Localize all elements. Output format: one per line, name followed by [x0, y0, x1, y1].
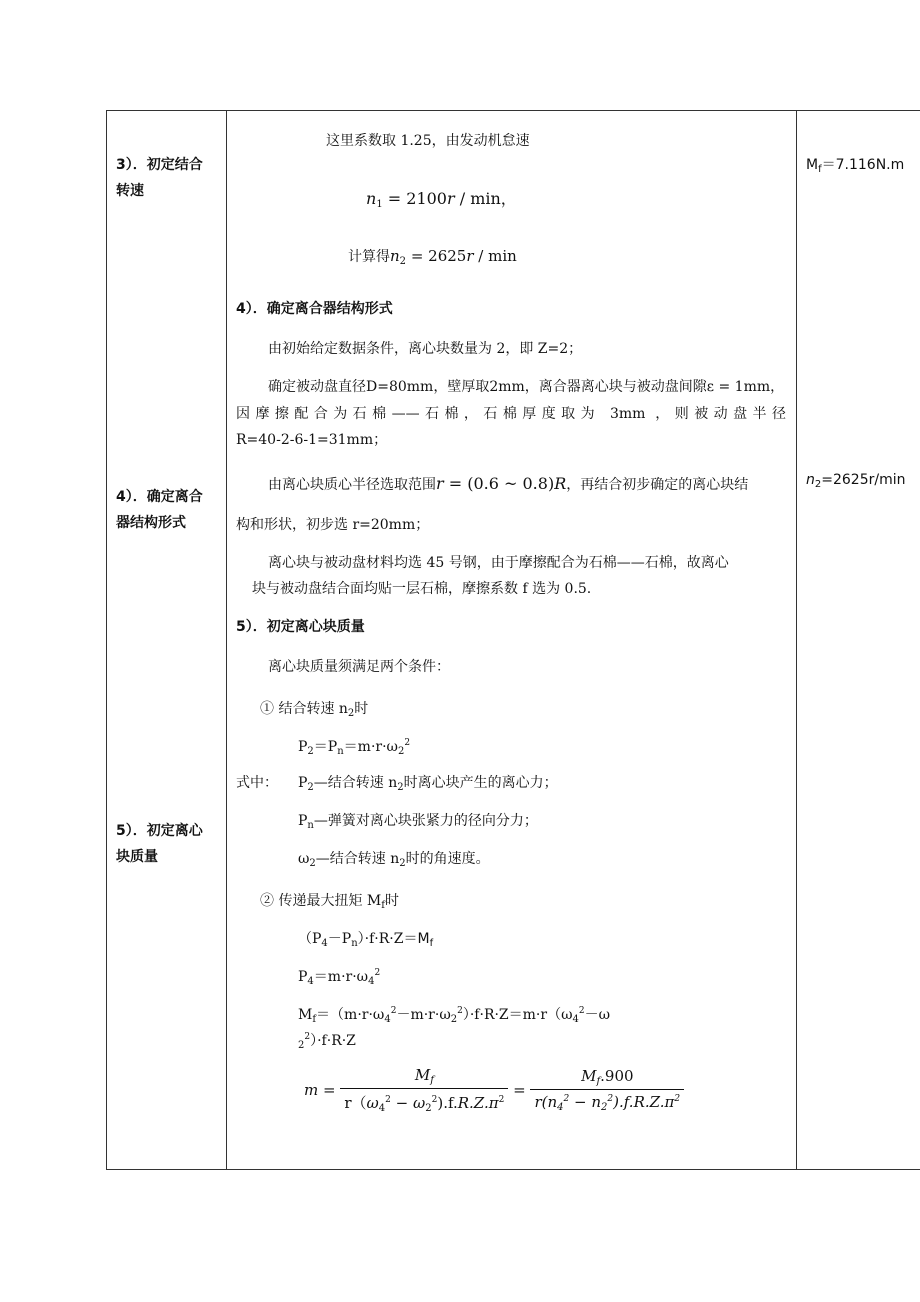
para-centroid-radius-2: 构和形状，初步选 r=20mm； — [236, 517, 430, 533]
equation-torque: $(P_4-P_n)\cdot f\cdot R\cdot Z=M_f$ — [298, 931, 434, 949]
para-two-conditions: 离心块质量须满足两个条件： — [268, 659, 450, 675]
result-mf: $M_f=7.116N.m$ — [806, 157, 905, 175]
equation-mf-expand-1: $M_f=(m\cdot r\cdot\omega_4^2-m\cdot r\cdot\omega_2^2)\cdot f\cdot R\cdot Z=m\cdot r(\omega_4^2-\omega$ — [298, 1006, 611, 1025]
condition-1: ① 结合转速 $n_2$时 — [260, 701, 369, 719]
equation-p4: $P_4=m\cdot r\cdot\omega_4^2$ — [298, 968, 381, 987]
para-material-2: 块与被动盘结合面均贴一层石棉，摩擦系数 f 选为 0.5. — [252, 581, 592, 597]
para-material-1: 离心块与被动盘材料均选 45 号钢，由于摩擦配合为石棉——石棉，故离心 — [268, 555, 729, 571]
heading-block-mass: 5）．初定离心块质量 — [236, 619, 365, 635]
definition-omega2: $\omega_2—$结合转速 $n_2$时的角速度。 — [298, 851, 490, 869]
para-block-count: 由初始给定数据条件，离心块数量为 2，即 Z=2； — [268, 341, 583, 357]
left-label-initial-engage-speed: 3）．初定结合 转速 — [116, 157, 203, 199]
definition-pn: $P_n—$弹簧对离心块张紧力的径向分力； — [298, 813, 538, 831]
left-label-block-mass: 5）．初定离心 块质量 — [116, 823, 203, 865]
para-disc-diameter-3: R=40-2-6-1=31mm； — [236, 432, 388, 448]
equation-p2: $P_2=P_n=m\cdot r\cdot\omega_2^2$ — [298, 738, 411, 757]
equation-n2: 计算得$n_2 = 2625r / \min$ — [348, 247, 517, 267]
para-centroid-radius-1: 由离心块质心半径选取范围r = (0.6 ~ 0.8)R，再结合初步确定的离心块结 — [268, 474, 749, 493]
para-disc-diameter-2: 因摩擦配合为石棉——石棉，石棉厚度取为 3mm ，则被动盘半径 — [236, 406, 786, 422]
definition-p2: $P_2—$结合转速 $n_2$时离心块产生的离心力； — [298, 775, 558, 793]
condition-2: ② 传递最大扭矩 $M_f$时 — [260, 893, 399, 911]
left-label-clutch-structure: 4）．确定离合 器结构形式 — [116, 489, 203, 531]
equation-mf-expand-2: $_2^2$）·f·R·Z — [298, 1032, 356, 1051]
coefficient-line: 这里系数取 1.25，由发动机怠速 — [326, 133, 530, 149]
result-n2: $n_2=2625r/\min$ — [806, 472, 906, 490]
para-disc-diameter-1: 确定被动盘直径D=80mm，壁厚取2mm，离合器离心块与被动盘间隙ε = 1mm， — [268, 379, 785, 395]
where-label: 式中： — [236, 775, 278, 791]
mass-formula: m = $\frac{M_f}{r(\omega_4^2 - \omega_2^2).f.R.Z.\pi^2}$ = $\frac{M_f.900}{r(n_4^2 - n_2^2).f.R.Z.\pi^2}$ — [304, 1066, 684, 1114]
equation-n1: $n_1 = 2100r / \min$， — [366, 189, 517, 210]
fraction-speed: $\frac{M_f.900}{r(n_4^2 - n_2^2).f.R.Z.\pi^2}$ — [530, 1067, 684, 1113]
column-divider-left — [226, 110, 227, 1170]
column-divider-right — [796, 110, 797, 1170]
heading-clutch-structure: 4）．确定离合器结构形式 — [236, 301, 393, 317]
fraction-omega: $\frac{M_f}{r(\omega_4^2 - \omega_2^2).f.R.Z.\pi^2}$ — [340, 1066, 508, 1114]
